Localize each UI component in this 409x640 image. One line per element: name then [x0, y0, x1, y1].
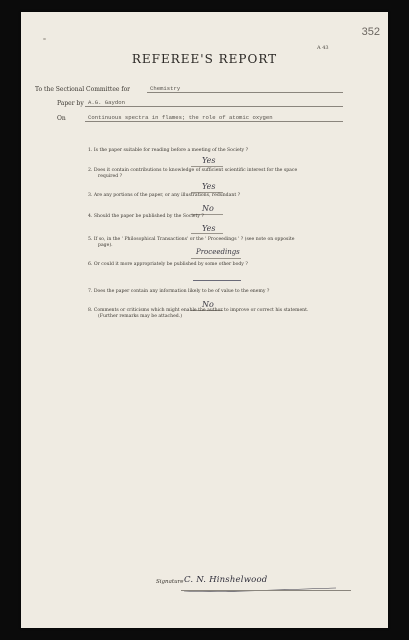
- page-number: 352: [361, 26, 380, 38]
- answer-4: Yes: [202, 224, 216, 233]
- question-6: 6. Or could it more appropriately be published by some other body ?: [88, 262, 248, 267]
- answer-5: Proceedings: [196, 248, 240, 256]
- form-code: A 43: [317, 45, 329, 51]
- answer-2: Yes: [202, 182, 216, 191]
- signature-label: Signature: [156, 579, 184, 585]
- answer-5-line: [191, 258, 241, 259]
- question-2: 2. Does it contain contributions to knowledge of sufficient scientific interest for the space: [88, 168, 298, 173]
- paper-rule: [85, 106, 343, 107]
- answer-4-line: [191, 233, 223, 234]
- paper-label: Paper by: [57, 100, 84, 107]
- on-rule: [85, 121, 343, 122]
- question-8: 8. Comments or criticisms which might enable the author to improve or correct his statement.: [88, 308, 309, 313]
- question-1: 1. Is the paper suitable for reading before a meeting of the Society ?: [88, 148, 249, 153]
- on-label: On: [57, 115, 66, 122]
- question-4: 4. Should the paper be published by the Society ?: [88, 214, 204, 219]
- question-3: 3. Are any portions of the paper, or any illustrations, redundant ?: [88, 193, 241, 198]
- question-5-cont: page).: [98, 243, 113, 248]
- referee-report-sheet: [21, 12, 388, 628]
- question-5: 5. If so, in the ' Philosophical Transactions' or the ' Proceedings ' ? (see note on opposite: [88, 237, 295, 242]
- question-7: 7. Does the paper contain any information likely to be of value to the enemy ?: [88, 289, 270, 294]
- answer-6-line: [193, 280, 241, 281]
- paper-value: A.G. Gaydon: [88, 99, 125, 106]
- paper-speck: [43, 38, 46, 40]
- committee-value: Chemistry: [150, 85, 181, 92]
- question-2-cont: required ?: [98, 174, 123, 179]
- answer-1-line: [191, 166, 223, 167]
- on-value: Continuous spectra in flames; the role of atomic oxygen: [88, 114, 273, 121]
- answer-3: No: [202, 204, 214, 213]
- signature-line: [181, 590, 351, 591]
- answer-1: Yes: [202, 156, 216, 165]
- question-8-cont: (Further remarks may be attached.): [98, 314, 183, 319]
- signature-name: C. N. Hinshelwood: [184, 575, 268, 585]
- page-title: REFEREE'S REPORT: [131, 52, 278, 66]
- committee-rule: [147, 92, 343, 93]
- committee-label: To the Sectional Committee for: [35, 86, 131, 93]
- answer-7: No: [202, 300, 214, 309]
